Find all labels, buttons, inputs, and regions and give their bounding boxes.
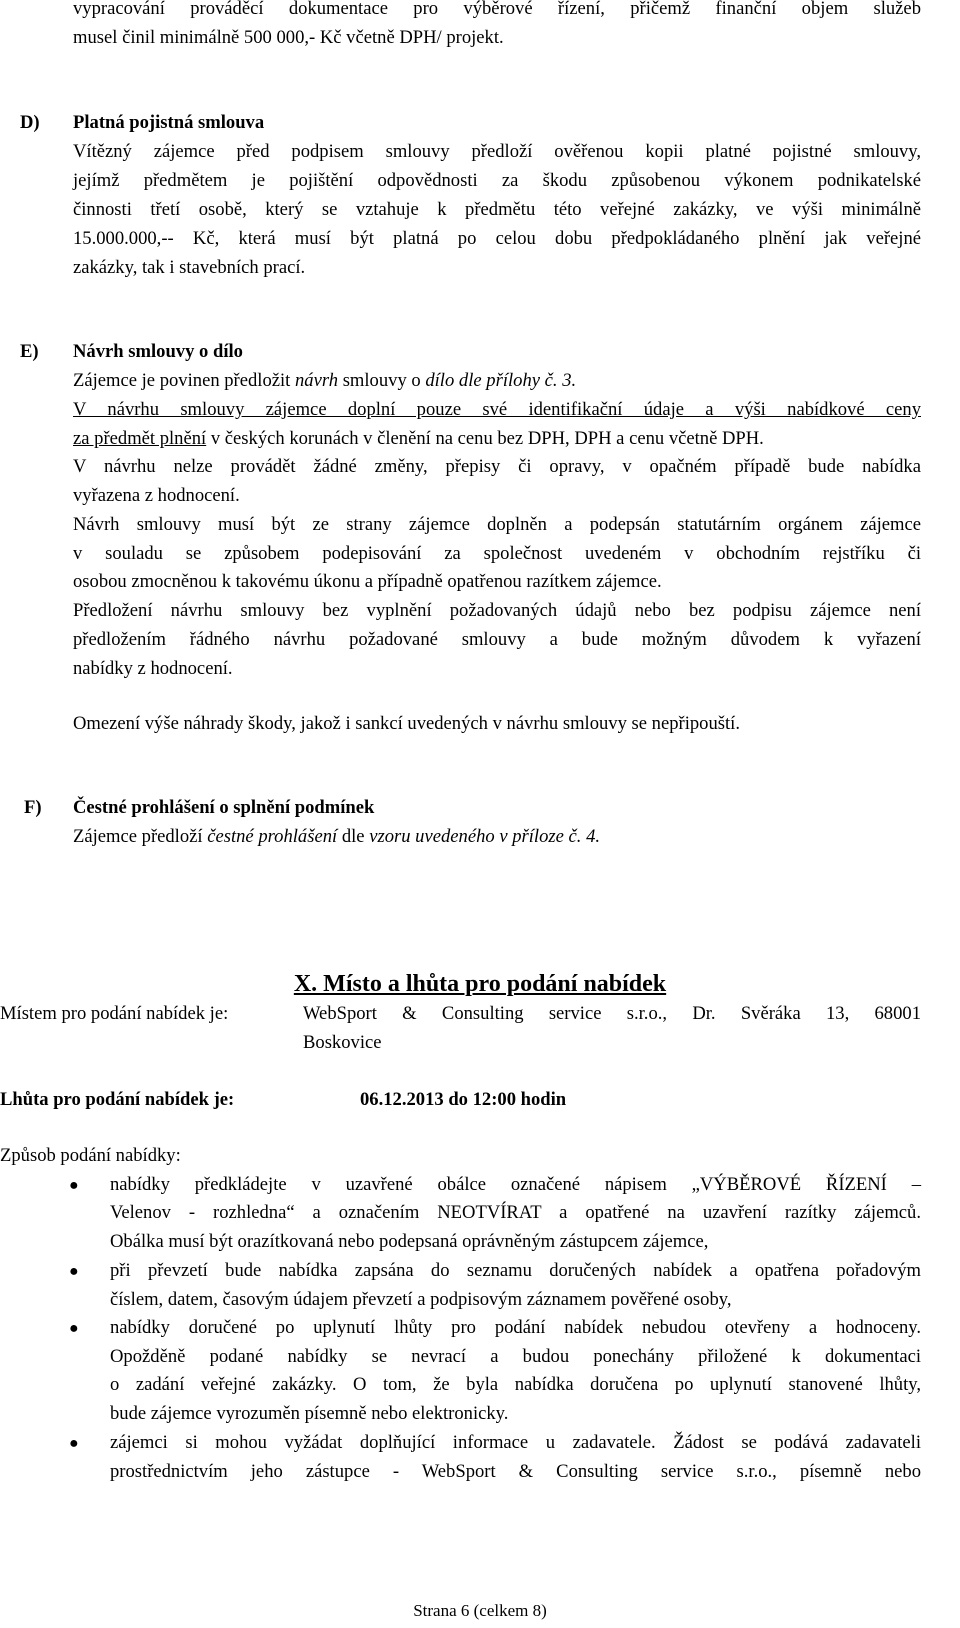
bullet-4-line-2: prostřednictvím jeho zástupce - WebSport & Consulting service s.r.o., písemně nebo — [110, 1461, 921, 1482]
method-label: Způsob podání nabídky: — [0, 1145, 181, 1166]
section-x-title: X. Místo a lhůta pro podání nabídek — [293, 971, 667, 997]
page-footer: Strana 6 (celkem 8) — [413, 1601, 547, 1620]
section-e-p2-line-1: V návrhu nelze provádět žádné změny, přepisy či opravy, v opačném případě bude nabídka — [73, 456, 921, 477]
bullet-icon: ● — [69, 1263, 79, 1280]
bullet-1-line-2: Velenov - rozhledna“ a označením NEOTVÍRAT a opatřené na uzavření razítky zájemců. — [110, 1202, 921, 1223]
section-e-sentence-1: Zájemce je povinen předložit návrh smlouvy o dílo dle přílohy č. 3. — [73, 370, 577, 391]
section-d-line-1: Vítězný zájemce před podpisem smlouvy předloží ověřenou kopii platné pojistné smlouvy, — [73, 141, 921, 162]
place-value-line-2: Boskovice — [303, 1032, 382, 1053]
section-f-heading: Čestné prohlášení o splnění podmínek — [73, 797, 375, 818]
bullet-icon: ● — [69, 1435, 79, 1452]
bullet-3-line-4: bude zájemce vyrozuměn písemně nebo elektronicky. — [110, 1403, 509, 1424]
section-d-line-3: činnosti třetí osobě, který se vztahuje k předmětu této veřejné zakázky, ve výši minimálně — [73, 199, 921, 220]
intro-line-2: musel činil minimálně 500 000,- Kč včetně DPH/ projekt. — [73, 27, 504, 48]
section-d-line-5: zakázky, tak i stavebních prací. — [73, 257, 306, 278]
section-f-label: F) — [24, 797, 42, 818]
bullet-2-line-2: číslem, datem, časovým údajem převzetí a podpisovým záznamem pověřené osoby, — [110, 1289, 732, 1310]
bullet-icon: ● — [69, 1320, 79, 1337]
section-e-label: E) — [20, 341, 39, 362]
section-d-heading: Platná pojistná smlouva — [73, 112, 265, 133]
section-e-p3-line-1: Návrh smlouvy musí být ze strany zájemce doplněn a podepsán statutárním orgánem zájemce — [73, 514, 921, 535]
bullet-2-line-1: při převzetí bude nabídka zapsána do seznamu doručených nabídek a opatřena pořadovým — [110, 1260, 921, 1281]
bullet-3-line-3: o zadání veřejné zakázky. O tom, že byla nabídka doručena po uplynutí stanovené lhůty, — [110, 1374, 921, 1395]
place-value-line-1: WebSport & Consulting service s.r.o., Dr. Svěráka 13, 68001 — [303, 1003, 921, 1024]
section-e-underlined-line-1: V návrhu smlouvy zájemce doplní pouze své identifikační údaje a výši nabídkové ceny — [73, 399, 921, 420]
bullet-3-line-2: Opožděně podané nabídky se nevrací a budou ponechány přiložené k dokumentaci — [110, 1346, 921, 1367]
section-e-p4-line-3: nabídky z hodnocení. — [73, 658, 233, 679]
bullet-4-line-1: zájemci si mohou vyžádat doplňující informace u zadavatele. Žádost se podává zadavateli — [110, 1432, 921, 1453]
section-e-p3-line-2: v souladu se způsobem podepisování za společnost uvedeném v obchodním rejstříku či — [73, 543, 921, 564]
section-e-p4-line-1: Předložení návrhu smlouvy bez vyplnění požadovaných údajů nebo bez podpisu zájemce není — [73, 600, 921, 621]
place-label: Místem pro podání nabídek je: — [0, 1003, 229, 1024]
deadline-value: 06.12.2013 do 12:00 hodin — [360, 1089, 567, 1110]
section-d-label: D) — [20, 112, 40, 133]
intro-line-1: vypracování prováděcí dokumentace pro výběrové řízení, přičemž finanční objem služeb — [73, 0, 921, 19]
section-f-sentence-1: Zájemce předloží čestné prohlášení dle vzoru uvedeného v příloze č. 4. — [73, 826, 601, 847]
section-d-line-4: 15.000.000,-- Kč, která musí být platná po celou dobu předpokládaného plnění jak veřejné — [73, 228, 921, 249]
deadline-label: Lhůta pro podání nabídek je: — [0, 1089, 235, 1110]
section-e-p3-line-3: osobou zmocněnou k takovému úkonu a případně opatřenou razítkem zájemce. — [73, 571, 662, 592]
section-e-p5: Omezení výše náhrady škody, jakož i sankcí uvedených v návrhu smlouvy se nepřipouští. — [73, 713, 740, 734]
section-e-p2-line-2: vyřazena z hodnocení. — [73, 485, 240, 506]
bullet-1-line-3: Obálka musí být orazítkovaná nebo podepsaná oprávněným zástupcem zájemce, — [110, 1231, 709, 1252]
section-e-p4-line-2: předložením řádného návrhu požadované smlouvy a bude možným důvodem k vyřazení — [73, 629, 921, 650]
bullet-icon: ● — [69, 1177, 79, 1194]
section-d-line-2: jejímž předmětem je pojištění odpovědnosti za škodu způsobenou výkonem podnikatelské — [73, 170, 921, 191]
section-e-heading: Návrh smlouvy o dílo — [73, 341, 243, 362]
bullet-3-line-1: nabídky doručené po uplynutí lhůty pro podání nabídek nebudou otevřeny a hodnoceny. — [110, 1317, 921, 1338]
section-e-underlined-line-2: za předmět plnění v českých korunách v členění na cenu bez DPH, DPH a cenu včetně DPH. — [73, 428, 764, 449]
bullet-1-line-1: nabídky předkládejte v uzavřené obálce označené nápisem „VÝBĚROVÉ ŘÍZENÍ – — [110, 1174, 921, 1195]
